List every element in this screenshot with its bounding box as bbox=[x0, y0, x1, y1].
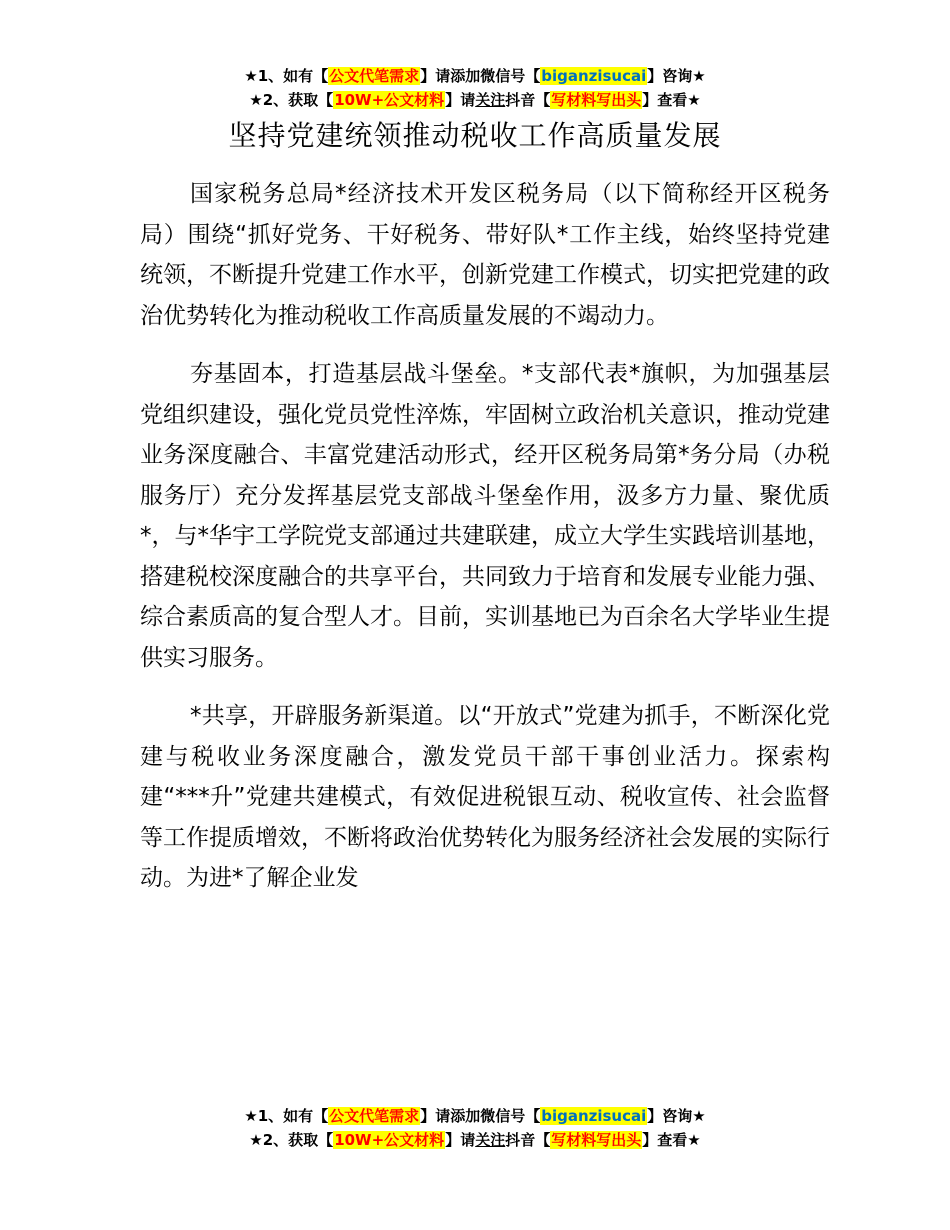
promo-line-2: ★2、获取【10W+公文材料】请关注抖音【写材料写出头】查看★ bbox=[249, 91, 701, 109]
promo-line-1: ★1、如有【公文代笔需求】请添加微信号【biganzisucai】咨询★ bbox=[244, 1107, 706, 1125]
promo-underline-follow: 关注 bbox=[475, 91, 506, 109]
document-title: 坚持党建统领推动税收工作高质量发展 bbox=[228, 119, 722, 152]
footer-promo-banner bbox=[0, 1104, 950, 1152]
promo-highlight-service: 公文代笔需求 bbox=[329, 67, 420, 85]
promo-highlight-wechat-id: biganzisucai bbox=[541, 67, 647, 85]
promo-highlight-account: 写材料写出头 bbox=[551, 91, 642, 109]
promo-line-1: ★1、如有【公文代笔需求】请添加微信号【biganzisucai】咨询★ bbox=[244, 67, 706, 85]
body-paragraph-1: 国家税务总局*经济技术开发区税务局（以下简称经开区税务局）围绕“抓好党务、干好税务、带好队*工作主线，始终坚持党建统领，不断提升党建工作水平，创新党建工作模式，切实把党建的政治优势转化为推动税收工作高质量发展的不竭动力。 bbox=[140, 181, 830, 329]
document-body bbox=[140, 174, 830, 917]
promo-highlight-service: 公文代笔需求 bbox=[329, 1107, 420, 1125]
promo-line-2: ★2、获取【10W+公文材料】请关注抖音【写材料写出头】查看★ bbox=[249, 1131, 701, 1149]
header-promo-banner bbox=[0, 64, 950, 112]
promo-highlight-account: 写材料写出头 bbox=[551, 1131, 642, 1149]
body-paragraph-3: *共享，开辟服务新渠道。以“开放式”党建为抓手，不断深化党建与税收业务深度融合，激发党员干部干事创业活力。探索构建“***升”党建共建模式，有效促进税银互动、税收宣传、社会监督等工作提质增效，不断将政治优势转化为服务经济社会发展的实际行动。为进*了解企业发 bbox=[140, 703, 830, 891]
promo-highlight-wechat-id: biganzisucai bbox=[541, 1107, 647, 1125]
body-paragraph-2: 夯基固本，打造基层战斗堡垒。*支部代表*旗帜，为加强基层党组织建设，强化党员党性淬炼，牢固树立政治机关意识，推动党建业务深度融合、丰富党建活动形式，经开区税务局第*务分局（办税服务厅）充分发挥基层党支部战斗堡垒作用，汲多方力量、聚优质*，与*华宇工学院党支部通过共建联建，成立大学生实践培训基地，搭建税校深度融合的共享平台，共同致力于培育和发展专业能力强、综合素质高的复合型人才。目前，实训基地已为百余名大学毕业生提供实习服务。 bbox=[140, 361, 830, 671]
promo-highlight-materials: 10W+公文材料 bbox=[334, 91, 445, 109]
promo-highlight-materials: 10W+公文材料 bbox=[334, 1131, 445, 1149]
promo-underline-follow: 关注 bbox=[475, 1131, 506, 1149]
